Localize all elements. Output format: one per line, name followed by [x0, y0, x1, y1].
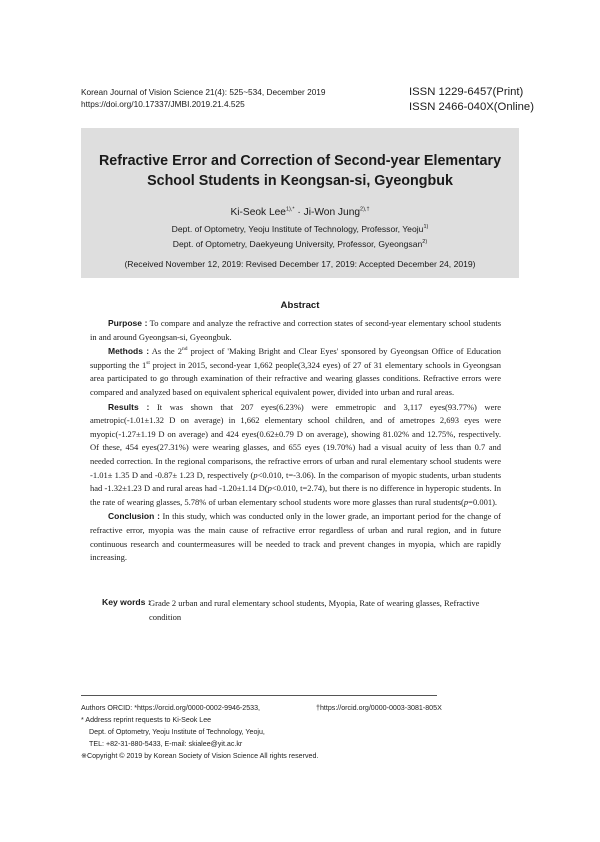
affiliation-superscript: 1) [423, 224, 429, 231]
methods-text: project of 'Making Bright and Clear Eyes' sponsored by Gyeongsan Office of Education supporting the 1 [90, 346, 501, 370]
abstract-results [90, 401, 501, 510]
methods-label: Methods : [108, 346, 150, 357]
affiliation-text: Dept. of Optometry, Daekyeung University, Professor, Gyeongsan [172, 239, 423, 249]
issn-print: ISSN 1229-6457(Print) [409, 86, 524, 98]
results-text: <0.010, t=2.74), but there is no difference in hyperopic students. In the rate of wearing glasses, 5.78% of urban elementary school students wore more glasses than rural students( [90, 483, 501, 507]
abstract-conclusion [90, 510, 501, 564]
author-superscript: 2),† [360, 206, 370, 213]
orcid-link-2[interactable]: †https://orcid.org/0000-0003-3081-805X [316, 704, 442, 712]
purpose-text: To compare and analyze the refractive and correction states of second-year elementary school students in and around Gyeongsan-si, Gyeongbuk. [90, 318, 502, 342]
ordinal-superscript: nd [181, 346, 188, 353]
ordinal-superscript: st [146, 359, 150, 366]
paper-title-line2: School Students in Keongsan-si, Gyeongbuk [147, 173, 453, 189]
issn-online: ISSN 2466-040X(Online) [409, 101, 534, 113]
abstract-heading: Abstract [280, 300, 320, 311]
reprint-request: * Address reprint requests to Ki-Seok Lee [81, 716, 212, 724]
orcid-line [81, 703, 260, 713]
abstract-methods [90, 345, 501, 399]
conclusion-label: Conclusion : [108, 511, 160, 522]
results-text: <0.010, t=-3.06). In the comparison of myopic students, urban students had -1.32±1.23 D and rural areas had -1.20±1.14 D( [90, 469, 502, 494]
orcid-link-1[interactable]: *https://orcid.org/0000-0002-9946-2533, [134, 704, 261, 712]
purpose-label: Purpose : [108, 318, 148, 328]
author-separator: · [294, 207, 304, 218]
abstract-purpose [90, 317, 501, 344]
conclusion-text: In this study, which was conducted only in the lower grade, an important period for the change of refractive error, myopia was the main cause of refractive error regardless of urban and rural region, and in future continuous research and countermeasures will be needed to track and prevent changes in myopia, which are rapidly increasing. [90, 511, 501, 563]
abstract-body [90, 317, 501, 566]
keywords-text: Grade 2 urban and rural elementary school students, Myopia, Rate of wearing glasses, Refractive condition [149, 598, 480, 622]
affiliation-text: Dept. of Optometry, Yeoju Institute of Technology, Professor, Yeoju [171, 224, 424, 234]
results-label: Results : [108, 401, 150, 412]
results-text: It was shown that 207 eyes(6.23%) were emmetropic and 3,117 eyes(93.77%) were ametropic(-1.01±1.32 D on average) in 1,662 elementary school children, and of ametropes 2,693 eyes were myopic(-1.27±1.19 D on average) and 424 eyes(0.62±0.79 D on average), showing 81.02% and 12.75%, respectively. Of these, 454 eyes(27.31%) were wearing glasses, and 655 eyes (19.70%) had a visual acuity of less than 0.7 and needed correction. In the regional comparisons, the refractive errors of urban and rural elementary school students were -1.01± 1.35 D and -0.87± 1.23 D, respectively ( [90, 401, 501, 480]
author-name: Ji-Won Jung [303, 207, 361, 218]
affiliation-1 [81, 223, 519, 236]
p-value-symbol: p [253, 469, 258, 480]
methods-text: As the 2 [149, 346, 182, 357]
reprint-department: Dept. of Optometry, Yeoju Institute of Technology, Yeoju, [89, 728, 265, 736]
methods-text: project in 2015, second-year 1,662 people(3,324 eyes) of 27 of 31 elementary schools in Gyeongsan area participated to go through examination of their refractive and wearing glasses conditions. Refractive errors were compared and analyzed based on equivalent spherical equivalent power, divided into urban and rural areas. [90, 359, 501, 397]
author-list [81, 206, 519, 219]
results-text: =0.001). [468, 496, 498, 507]
copyright-notice: ※Copyright © 2019 by Korean Society of Vision Science All rights reserved. [81, 752, 319, 760]
affiliation-superscript: 2) [422, 239, 428, 246]
journal-citation: Korean Journal of Vision Science 21(4): 525~534, December 2019 [81, 87, 326, 97]
p-value-symbol: p [267, 483, 272, 494]
p-value-symbol: p [463, 496, 469, 507]
reprint-contact: TEL: +82-31-880-5433, E-mail: skialee@yit.ac.kr [89, 740, 243, 748]
paper-title-line1: Refractive Error and Correction of Second-year Elementary [98, 153, 502, 169]
footnote-divider [81, 695, 437, 696]
author-superscript: 1),* [285, 206, 295, 213]
affiliation-2 [81, 238, 519, 251]
doi-link[interactable]: https://doi.org/10.17337/JMBI.2019.21.4.525 [81, 99, 245, 109]
author-name: Ki-Seok Lee [230, 207, 286, 218]
orcid-prefix: Authors ORCID: [81, 704, 135, 712]
received-dates: (Received November 12, 2019: Revised December 17, 2019: Accepted December 24, 2019) [124, 259, 476, 269]
keywords-label: Key words : [102, 597, 151, 607]
